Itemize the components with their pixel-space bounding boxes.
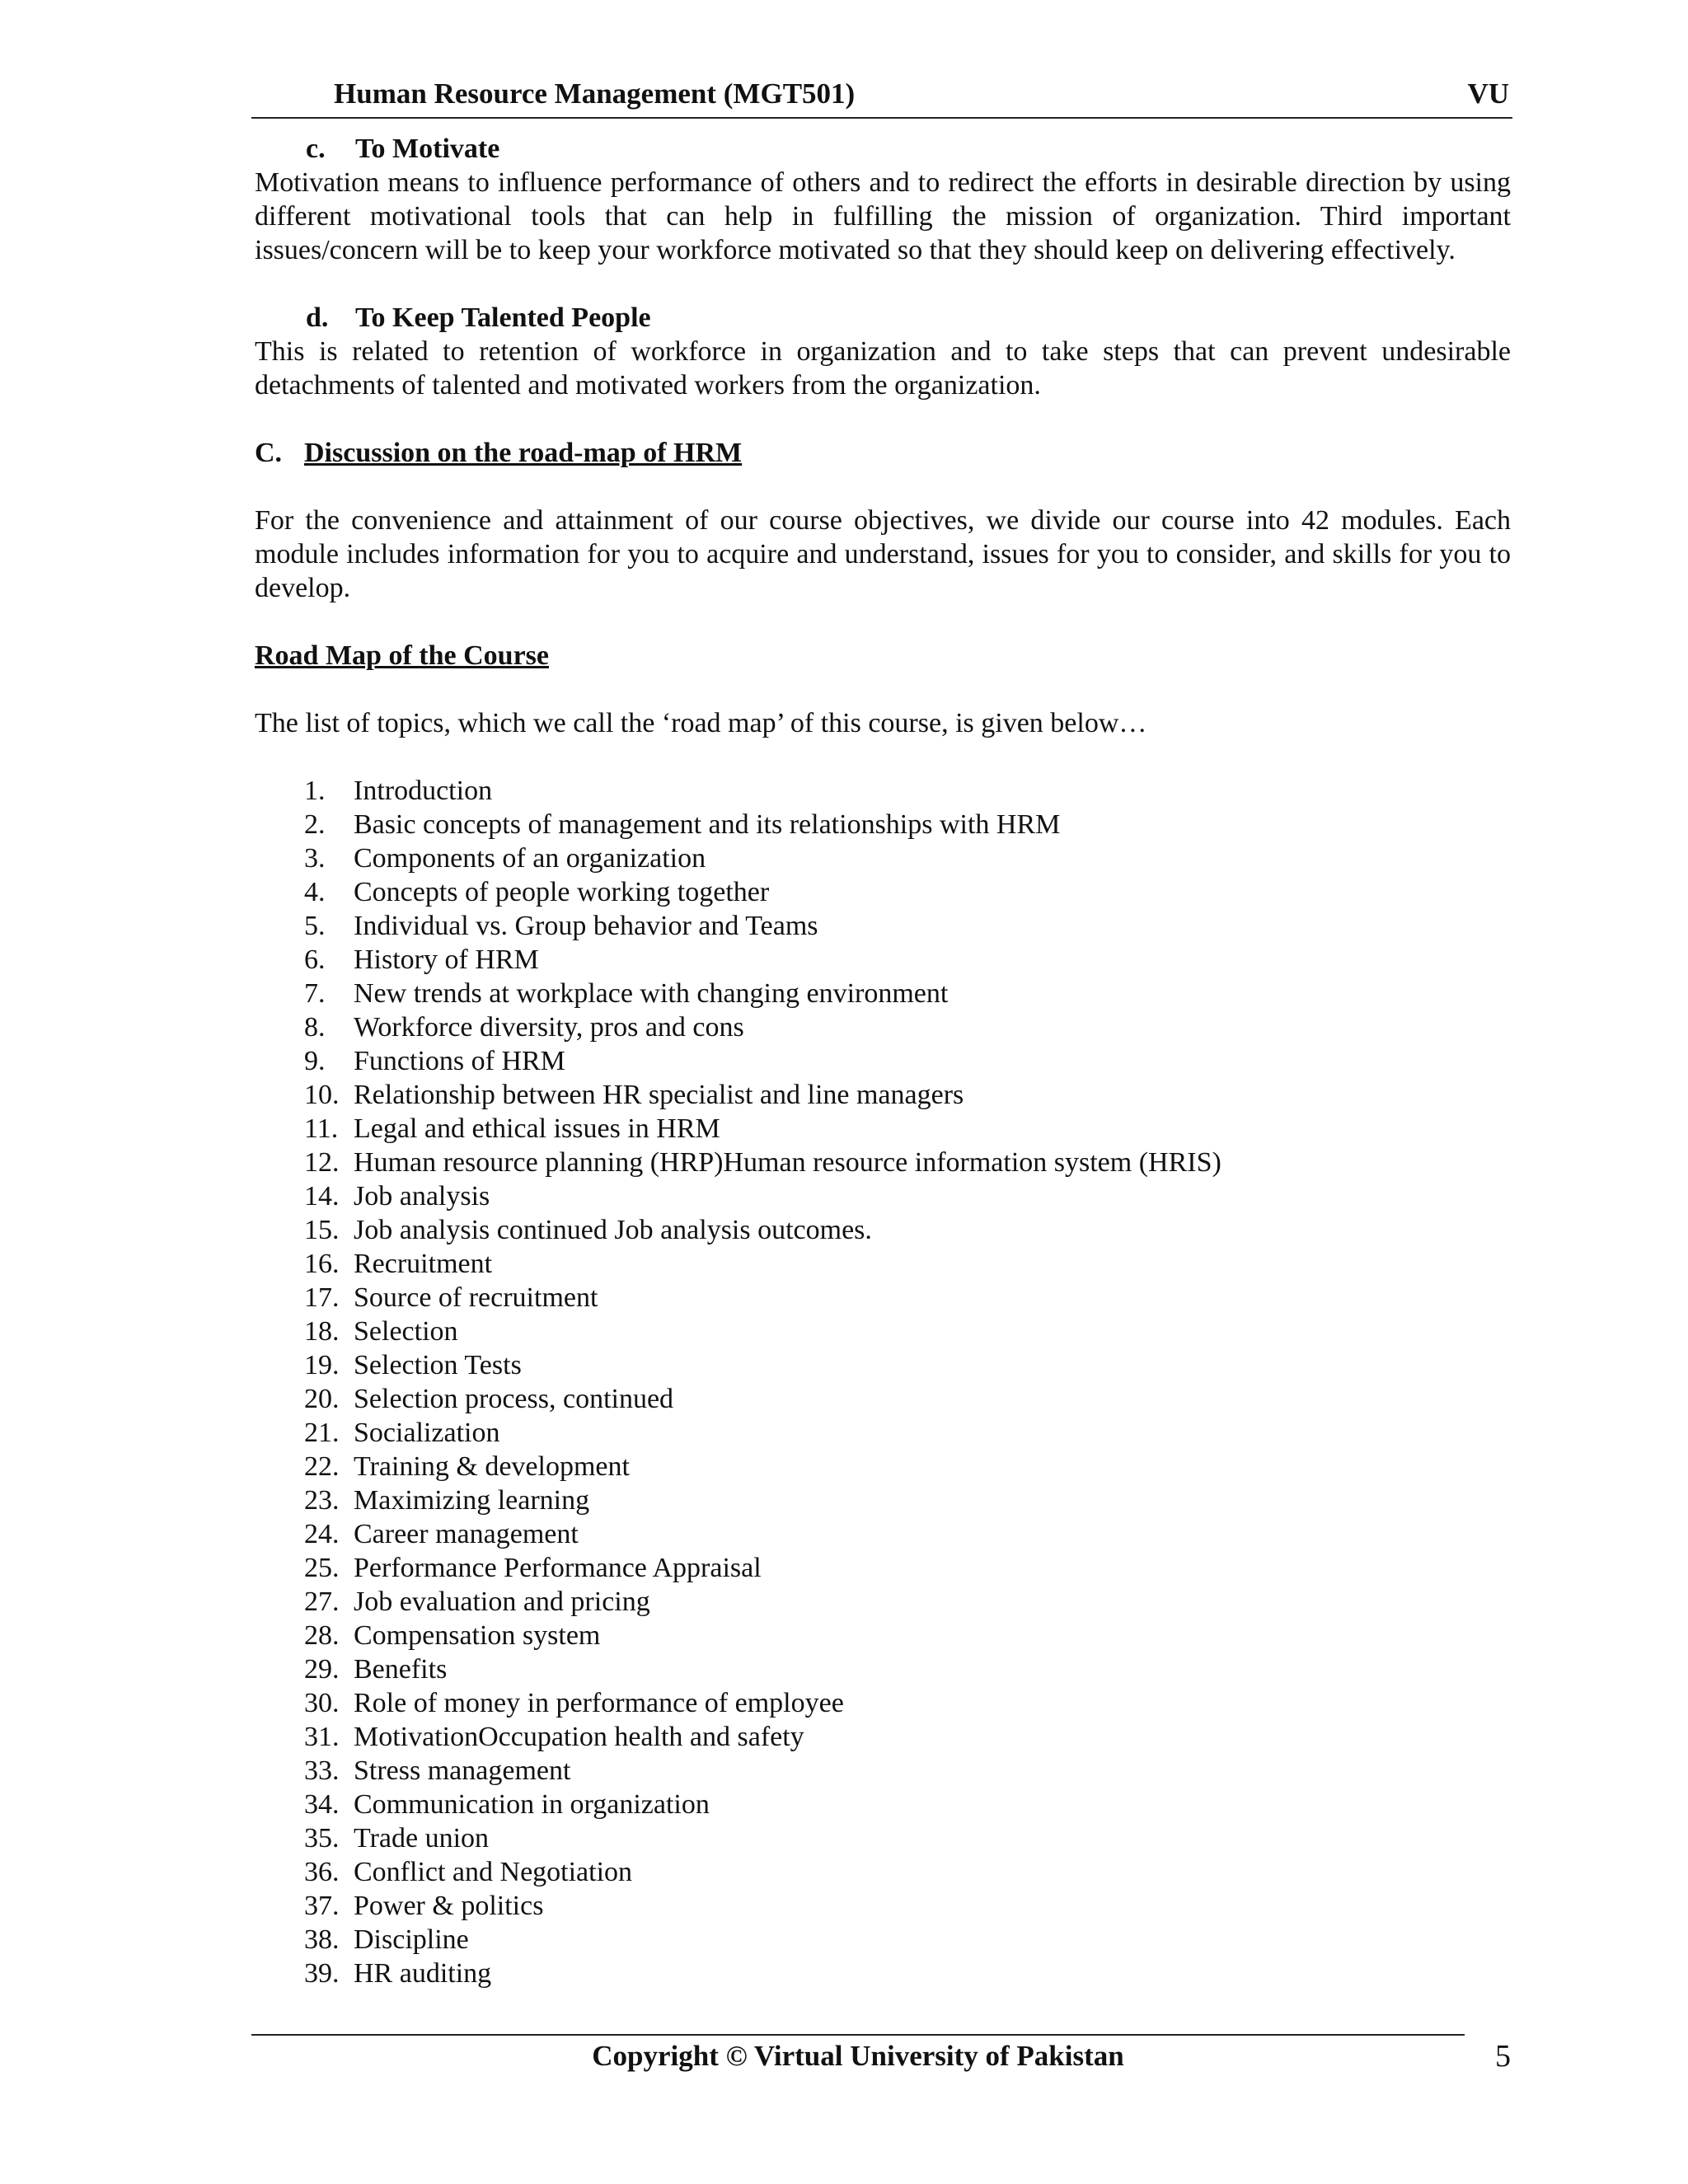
- list-item-number: 3.: [304, 843, 326, 874]
- list-item: [304, 1619, 1511, 1652]
- footer-copyright: Copyright © Virtual University of Pakistan: [592, 2040, 1124, 2072]
- list-item-number: 20.: [304, 1384, 340, 1414]
- list-item: [304, 1382, 1511, 1416]
- list-item: [304, 1179, 1511, 1213]
- list-item: [304, 909, 1511, 943]
- paragraph-motivate: Motivation means to influence performance of others and to redirect the efforts in desirable direction by using different motivational tools that can help in fulfilling the mission of organization. Third important issues/concern will be to keep your workforce motivated so that they should keep on delivering effectively.: [255, 167, 1511, 265]
- list-item-number: 21.: [304, 1418, 340, 1448]
- list-item-text: Job evaluation and pricing: [354, 1586, 650, 1617]
- list-item-text: Selection Tests: [354, 1350, 522, 1380]
- subsection-heading-motivate: [255, 132, 1511, 166]
- list-item-number: 8.: [304, 1012, 326, 1043]
- list-item-number: 7.: [304, 978, 326, 1009]
- list-item: [304, 1788, 1511, 1821]
- list-item-text: Selection: [354, 1316, 458, 1347]
- page-number: 5: [1495, 2039, 1511, 2074]
- subsection-title: To Motivate: [355, 134, 500, 164]
- list-item-number: 9.: [304, 1046, 326, 1076]
- list-item-number: 38.: [304, 1924, 340, 1955]
- list-item: [304, 1044, 1511, 1078]
- list-item-text: Relationship between HR specialist and line managers: [354, 1080, 964, 1110]
- list-item-text: HR auditing: [354, 1958, 492, 1989]
- list-item: [304, 774, 1511, 808]
- section-heading-roadmap-discussion: [255, 436, 1511, 470]
- list-item-number: 2.: [304, 809, 326, 840]
- list-item-number: 4.: [304, 877, 326, 907]
- list-item-number: 17.: [304, 1282, 340, 1313]
- list-item-number: 36.: [304, 1857, 340, 1887]
- list-item: [304, 1315, 1511, 1348]
- list-item-text: Performance Performance Appraisal: [354, 1553, 762, 1583]
- list-item-number: 15.: [304, 1215, 340, 1245]
- list-item-text: Benefits: [354, 1654, 448, 1685]
- subsection-letter: c.: [306, 134, 326, 164]
- list-item: [304, 1720, 1511, 1754]
- list-item: [304, 1281, 1511, 1315]
- list-item-number: 16.: [304, 1249, 340, 1279]
- list-item-number: 35.: [304, 1823, 340, 1854]
- list-item: [304, 1078, 1511, 1112]
- list-item-number: 34.: [304, 1789, 340, 1820]
- list-item: [304, 1112, 1511, 1146]
- list-item: [304, 1585, 1511, 1619]
- list-item-number: 25.: [304, 1553, 340, 1583]
- list-item: [304, 1146, 1511, 1179]
- list-item-text: Socialization: [354, 1418, 500, 1448]
- list-item: [304, 943, 1511, 977]
- list-item-number: 11.: [304, 1113, 339, 1144]
- list-item: [304, 1686, 1511, 1720]
- list-item-number: 27.: [304, 1586, 340, 1617]
- roadmap-heading: Road Map of the Course: [255, 640, 549, 671]
- header-title: Human Resource Management (MGT501): [334, 77, 856, 110]
- list-item-number: 29.: [304, 1654, 340, 1685]
- list-item: [304, 841, 1511, 875]
- list-item: [304, 1821, 1511, 1855]
- list-item: [304, 1483, 1511, 1517]
- list-item-text: Communication in organization: [354, 1789, 710, 1820]
- page-content: [255, 132, 1511, 1990]
- list-item-text: Individual vs. Group behavior and Teams: [354, 911, 818, 941]
- list-item-text: Trade union: [354, 1823, 490, 1854]
- list-item: [304, 1923, 1511, 1957]
- spacer: [255, 673, 1511, 706]
- list-item-number: 33.: [304, 1755, 340, 1786]
- list-item: [304, 1652, 1511, 1686]
- list-item-number: 24.: [304, 1519, 340, 1549]
- list-item-text: Maximizing learning: [354, 1485, 590, 1516]
- list-item-text: Introduction: [354, 776, 493, 806]
- list-item-number: 12.: [304, 1147, 340, 1178]
- list-item-number: 14.: [304, 1181, 340, 1212]
- header-institution: VU: [1467, 77, 1509, 110]
- list-item-number: 10.: [304, 1080, 340, 1110]
- list-item: [304, 1551, 1511, 1585]
- list-item-text: Basic concepts of management and its relationships with HRM: [354, 809, 1061, 840]
- list-item-text: Functions of HRM: [354, 1046, 565, 1076]
- list-item-text: New trends at workplace with changing environment: [354, 978, 949, 1009]
- subsection-letter: d.: [306, 302, 329, 333]
- list-item-text: Career management: [354, 1519, 579, 1549]
- list-item-number: 19.: [304, 1350, 340, 1380]
- list-item: [304, 1754, 1511, 1788]
- list-item: [304, 1247, 1511, 1281]
- list-item-number: 37.: [304, 1891, 340, 1921]
- list-item: [304, 977, 1511, 1010]
- list-item-text: Human resource planning (HRP)Human resource information system (HRIS): [354, 1147, 1221, 1178]
- list-item-text: Job analysis: [354, 1181, 490, 1212]
- list-item-number: 1.: [304, 776, 326, 806]
- list-item-text: Selection process, continued: [354, 1384, 674, 1414]
- list-item-text: Discipline: [354, 1924, 469, 1955]
- spacer: [255, 605, 1511, 639]
- roadmap-intro: The list of topics, which we call the ‘road map’ of this course, is given below…: [255, 708, 1147, 738]
- list-item: [304, 1450, 1511, 1483]
- list-item-text: Workforce diversity, pros and cons: [354, 1012, 744, 1043]
- list-item-number: 30.: [304, 1688, 340, 1718]
- list-item: [304, 1416, 1511, 1450]
- list-item: [304, 1010, 1511, 1044]
- list-item-number: 18.: [304, 1316, 340, 1347]
- list-item: [304, 1957, 1511, 1990]
- list-item-text: Legal and ethical issues in HRM: [354, 1113, 720, 1144]
- list-item: [304, 875, 1511, 909]
- paragraph-modules: For the convenience and attainment of our course objectives, we divide our course into 42 modules. Each module includes information for you to acquire and understand, issues for you to consider, and skills for you to develop.: [255, 505, 1511, 603]
- list-item: [304, 1213, 1511, 1247]
- list-item-number: 22.: [304, 1451, 340, 1482]
- list-item-number: 31.: [304, 1722, 340, 1752]
- list-item-text: Components of an organization: [354, 843, 706, 874]
- list-item-number: 39.: [304, 1958, 340, 1989]
- list-item-text: Concepts of people working together: [354, 877, 770, 907]
- list-item-text: Stress management: [354, 1755, 571, 1786]
- list-item-text: Training & development: [354, 1451, 630, 1482]
- list-item: [304, 1517, 1511, 1551]
- list-item-text: History of HRM: [354, 944, 539, 975]
- spacer: [255, 740, 1511, 774]
- footer-divider: [251, 2034, 1465, 2036]
- list-item-number: 23.: [304, 1485, 340, 1516]
- spacer: [255, 470, 1511, 504]
- list-item-number: 5.: [304, 911, 326, 941]
- list-item-text: Recruitment: [354, 1249, 493, 1279]
- list-item: [304, 808, 1511, 841]
- list-item: [304, 1348, 1511, 1382]
- list-item-text: Conflict and Negotiation: [354, 1857, 633, 1887]
- spacer: [255, 267, 1511, 301]
- list-item-text: Job analysis continued Job analysis outcomes.: [354, 1215, 872, 1245]
- list-item-text: MotivationOccupation health and safety: [354, 1722, 804, 1752]
- list-item-number: 6.: [304, 944, 326, 975]
- list-item-text: Power & politics: [354, 1891, 544, 1921]
- spacer: [255, 402, 1511, 436]
- paragraph-talent: This is related to retention of workforce in organization and to take steps that can prevent undesirable detachments of talented and motivated workers from the organization.: [255, 336, 1511, 401]
- subsection-title: To Keep Talented People: [355, 302, 651, 333]
- page-header: [251, 76, 1512, 119]
- list-item: [304, 1889, 1511, 1923]
- list-item-text: Role of money in performance of employee: [354, 1688, 844, 1718]
- section-letter: C.: [255, 438, 283, 468]
- list-item-number: 28.: [304, 1620, 340, 1651]
- list-item-text: Source of recruitment: [354, 1282, 598, 1313]
- roadmap-topic-list: [255, 774, 1511, 1990]
- section-title: Discussion on the road-map of HRM: [304, 438, 743, 468]
- subsection-heading-talent: [255, 301, 1511, 335]
- list-item-text: Compensation system: [354, 1620, 601, 1651]
- list-item: [304, 1855, 1511, 1889]
